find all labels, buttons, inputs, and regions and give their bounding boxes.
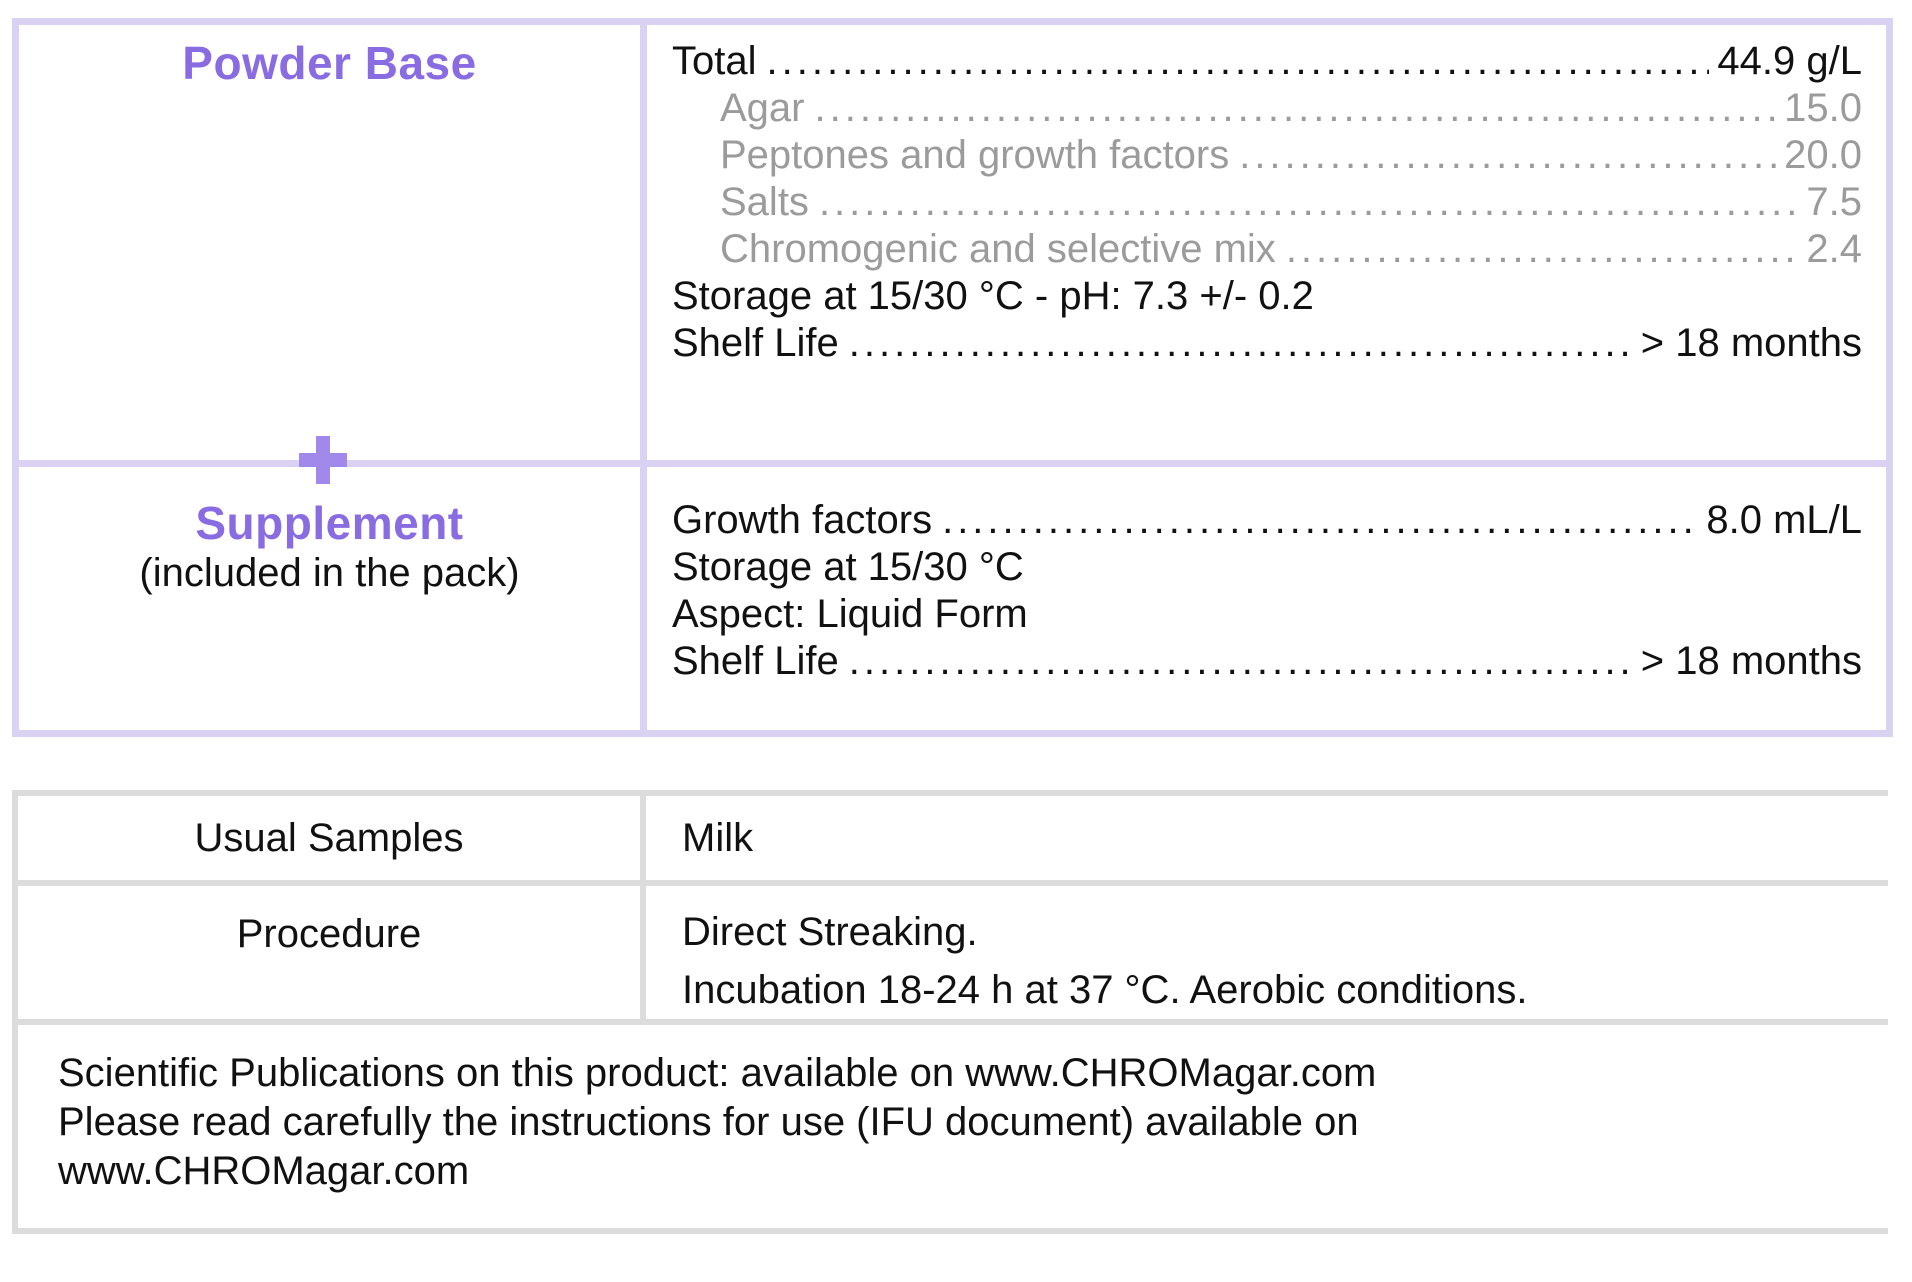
dot-leader [815, 85, 1777, 132]
text-line: Please read carefully the instructions for use (IFU document) available on [58, 1100, 1359, 1144]
text-line: www.CHROMagar.com [58, 1149, 470, 1193]
line-value: > 18 months [1640, 321, 1862, 365]
line-value: 7.5 [1806, 180, 1862, 224]
usual-samples-text: Milk [682, 815, 754, 860]
line-value: 44.9 g/L [1717, 39, 1862, 83]
dot-leader [1239, 132, 1776, 179]
line-label: Storage at 15/30 °C - pH: 7.3 +/- 0.2 [672, 274, 1314, 318]
composition-line [672, 85, 1862, 132]
procedure-value [646, 886, 1888, 1019]
text-line: Incubation 18-24 h at 37 °C. Aerobic conditions. [682, 968, 1528, 1012]
usual-samples-label: Usual Samples [18, 796, 640, 880]
supplement-title: Supplement [195, 497, 464, 549]
dot-leader [942, 497, 1698, 544]
composition-line [672, 226, 1862, 273]
composition-line [672, 179, 1862, 226]
supplement-subtitle: (included in the pack) [139, 551, 520, 595]
line-label: Peptones and growth factors [720, 133, 1230, 177]
line-value: 8.0 mL/L [1706, 498, 1862, 542]
line-value: > 18 months [1640, 639, 1862, 683]
supplement-cell [19, 467, 640, 730]
publications-note [18, 1025, 1888, 1228]
line-label: Salts [720, 180, 809, 224]
composition-line [672, 497, 1862, 544]
composition-line [672, 544, 1862, 591]
line-label: Agar [720, 86, 805, 130]
composition-line [672, 132, 1862, 179]
line-value: 15.0 [1784, 86, 1862, 130]
usual-samples-value [646, 796, 1888, 880]
composition-line [672, 38, 1862, 85]
line-value: 20.0 [1784, 133, 1862, 177]
dot-leader [1286, 226, 1799, 273]
text-line: Scientific Publications on this product: available on www.CHROMagar.com [58, 1051, 1377, 1095]
composition-line [672, 273, 1862, 320]
line-label: Shelf Life [672, 321, 839, 365]
usage-table [12, 790, 1888, 1234]
composition-line [672, 591, 1862, 638]
composition-line [672, 320, 1862, 367]
text-line: Direct Streaking. [682, 910, 978, 954]
plus-icon [299, 436, 347, 484]
dot-leader [849, 320, 1633, 367]
line-label: Growth factors [672, 498, 933, 542]
line-value: 2.4 [1806, 227, 1862, 271]
powder-base-lines [647, 25, 1886, 367]
line-label: Aspect: Liquid Form [672, 592, 1028, 636]
composition-table [12, 18, 1893, 737]
dot-leader [819, 179, 1798, 226]
procedure-label: Procedure [18, 886, 640, 1019]
line-label: Shelf Life [672, 639, 839, 683]
supplement-composition-cell [647, 467, 1886, 730]
dot-leader [849, 638, 1633, 685]
composition-line [672, 638, 1862, 685]
supplement-lines [647, 467, 1886, 685]
line-label: Storage at 15/30 °C [672, 545, 1024, 589]
powder-base-composition-cell [647, 25, 1886, 460]
dot-leader [767, 38, 1710, 85]
plus-icon-vertical-bar [316, 436, 330, 484]
powder-base-title: Powder Base [182, 37, 477, 89]
line-label: Chromogenic and selective mix [720, 227, 1276, 271]
line-label: Total [672, 39, 757, 83]
powder-base-cell [19, 25, 640, 460]
